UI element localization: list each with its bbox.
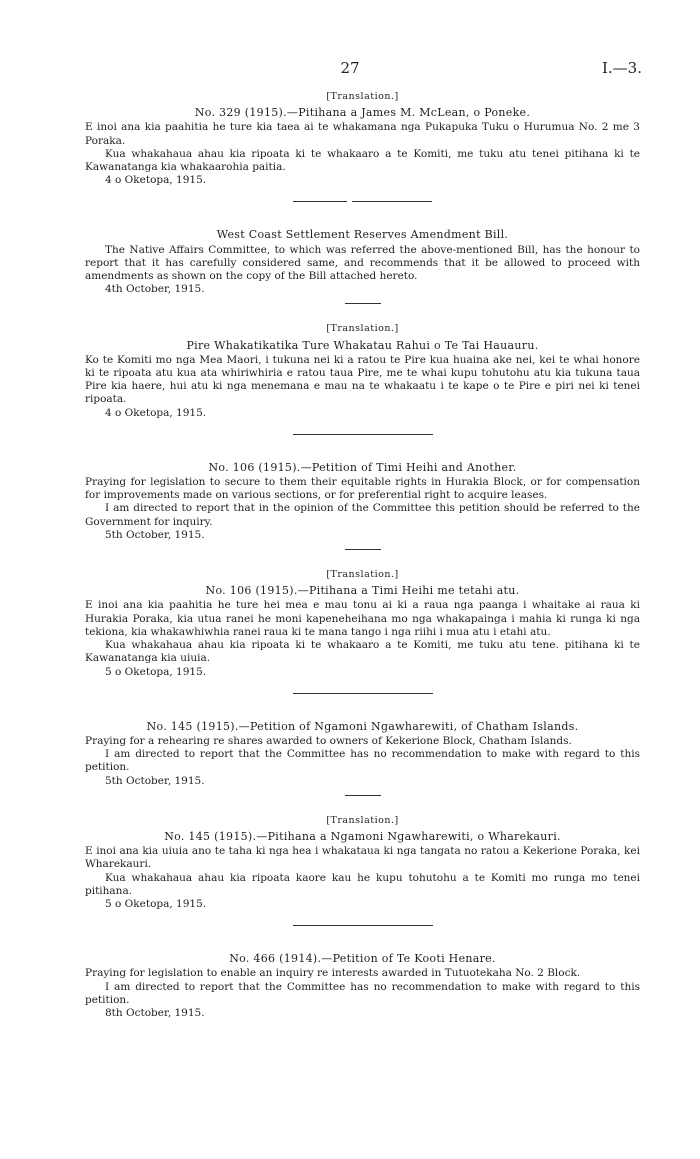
section-translation-petition-329: [85, 90, 640, 187]
section-date: 5 o Oketopa, 1915.: [105, 665, 207, 678]
paragraph: Praying for legislation to enable an inquiry re interests awarded in Tutuotekaha No. 2 Block.: [85, 967, 581, 980]
translation-tag: [Translation.]: [326, 91, 399, 102]
paragraph: I am directed to report that the Committee has no recommendation to make with regard to this petition.: [85, 748, 640, 774]
paragraph: I am directed to report that the Committee has no recommendation to make with regard to this petition.: [85, 980, 640, 1006]
section-petition-145: [85, 720, 640, 788]
paragraph: Ko te Komiti mo nga Mea Maori, i tukuna nei ki a ratou te Pire kua huaina ake nei, kei te whai honore ki te ripoata atu kua ata whiriwhiria e ratou taua Pire, me te whai kupu tohutohu atu kia tukuna taua Pire kia haere, hui atu ki nga menemana e mau na te whakaatu i te kape o te Pire e piri nei ki tenei ripoata.: [85, 353, 640, 406]
paragraph: E inoi ana kia paahitia he ture kia taea ai te whakamana nga Pukapuka Tuku o Hurumua No. 2 me 3 Poraka.: [85, 121, 640, 147]
translation-tag: [Translation.]: [326, 569, 399, 581]
section-west-coast-bill: [85, 228, 640, 296]
section-date: 5th October, 1915.: [105, 774, 205, 787]
page-body: [85, 90, 640, 1020]
page-number: 27: [340, 59, 360, 77]
paragraph: Praying for legislation to secure to them their equitable rights in Hurakia Block, or for compensation for improvements made on various sections, or for preferential right to acquire leases.: [85, 476, 640, 502]
section-petition-106: [85, 461, 640, 542]
section-divider: [293, 201, 433, 202]
section-title: No. 329 (1915).—Pitihana a James M. McLean, o Poneke.: [194, 106, 531, 120]
paragraph: Kua whakahaua ahau kia ripoata ki te whakaaro a te Komiti, me tuku atu tenei pitihana ki te Kawanatanga kia whakaarohia paitia.: [85, 147, 640, 174]
section-divider: [293, 693, 433, 694]
section-date: 4 o Oketopa, 1915.: [105, 174, 207, 187]
paragraph: I am directed to report that in the opinion of the Committee this petition should be referred to the Government for inquiry.: [85, 502, 640, 528]
section-title: West Coast Settlement Reserves Amendment Bill.: [216, 228, 509, 242]
paragraph: Kua whakahaua ahau kia ripoata kaore kau he kupu tohutohu a te Komiti mo runga mo tenei pitihana.: [85, 871, 640, 897]
section-divider: [293, 434, 433, 435]
paragraph: The Native Affairs Committee, to which was referred the above-mentioned Bill, has the honour to report that it has carefully considered same, and recommends that it be allowed to proceed with amendments as shown on the copy of the Bill attached hereto.: [85, 243, 640, 283]
section-translation-petition-106: [85, 568, 640, 679]
section-title: No. 145 (1915).—Pitihana a Ngamoni Ngawharewiti, o Wharekauri.: [164, 829, 561, 843]
paragraph: Praying for a rehearing re shares awarded to owners of Kekerione Block, Chatham Islands.: [85, 734, 572, 747]
paragraph: E inoi ana kia uiuia ano te taha ki nga hea i whakataua ki nga tangata no ratou a Kekerione Poraka, kei Wharekauri.: [85, 845, 640, 871]
section-title: No. 466 (1914).—Petition of Te Kooti Henare.: [229, 952, 496, 966]
section-title: Pire Whakatikatika Ture Whakatau Rahui o Te Tai Hauauru.: [186, 338, 539, 352]
section-divider: [345, 795, 381, 796]
section-title: No. 145 (1915).—Petition of Ngamoni Ngawharewiti, of Chatham Islands.: [146, 719, 579, 733]
section-date: 8th October, 1915.: [105, 1006, 205, 1019]
section-translation-pire: [85, 322, 640, 419]
section-title: No. 106 (1915).—Pitihana a Timi Heihi me tetahi atu.: [205, 584, 520, 598]
section-translation-petition-145: [85, 814, 640, 911]
section-date: 4 o Oketopa, 1915.: [105, 406, 207, 419]
document-reference: I.—3.: [601, 59, 642, 77]
paragraph: Kua whakahaua ahau kia ripoata ki te whakaaro a te Komiti, me tuku atu tene. pitihana ki te Kawanatanga kia uiuia.: [85, 639, 640, 665]
section-petition-466: [85, 952, 640, 1020]
translation-tag: [Translation.]: [326, 814, 399, 826]
section-title: No. 106 (1915).—Petition of Timi Heihi and Another.: [208, 460, 517, 474]
section-date: 5 o Oketopa, 1915.: [105, 897, 207, 910]
section-divider: [293, 925, 433, 926]
section-date: 5th October, 1915.: [105, 528, 205, 541]
section-divider: [345, 549, 381, 550]
section-divider: [345, 303, 381, 304]
translation-tag: [Translation.]: [326, 323, 399, 335]
section-date: 4th October, 1915.: [105, 283, 205, 296]
paragraph: E inoi ana kia paahitia he ture hei mea e mau tonu ai ki a raua nga paanga i whaitake ai raua ki Hurakia Poraka, kia utua ranei he moni kapeneheihana mo nga whakapainga i mahia ki runga ki nga tekiona, kia whakawhiwhia ranei raua ki te mana tango i nga riihi i mua atu i etahi atu.: [85, 599, 640, 638]
